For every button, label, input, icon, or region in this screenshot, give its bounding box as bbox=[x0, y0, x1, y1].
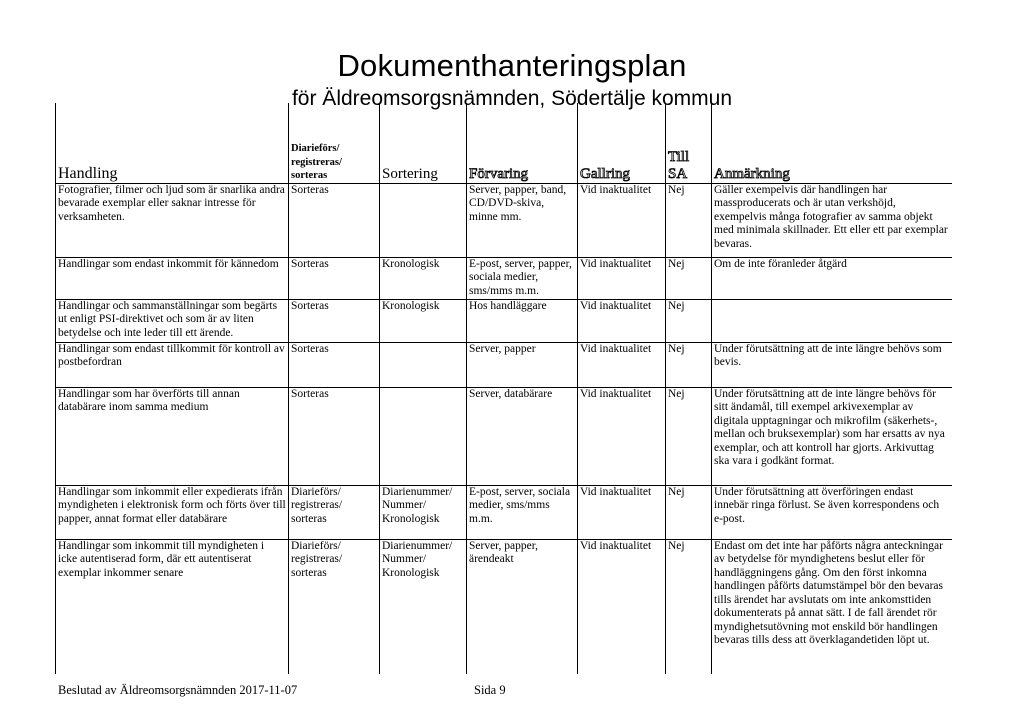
cell-sortering: Diarienummer/ Nummer/ Kronologisk bbox=[380, 539, 467, 674]
header-sortering: Sortering bbox=[380, 103, 467, 183]
cell-handling: Handlingar som inkommit till myndigheten i icke autentiserad form, där ett autentiserat exemplar inkommer senare bbox=[56, 539, 289, 674]
cell-anmarkning bbox=[712, 299, 952, 342]
header-till-sa: Till SA bbox=[666, 103, 712, 183]
cell-anmarkning: Under förutsättning att överföringen endast innebär ringa förlust. Se även korrespondens och e-post. bbox=[712, 485, 952, 539]
cell-diarie: Diarieförs/ registreras/ sorteras bbox=[289, 485, 380, 539]
table-row bbox=[56, 183, 952, 257]
cell-sortering: Kronologisk bbox=[380, 257, 467, 299]
cell-diarie: Sorteras bbox=[289, 342, 380, 387]
page-number: Sida 9 bbox=[474, 683, 506, 697]
cell-sortering: Kronologisk bbox=[380, 299, 467, 342]
cell-diarie: Diarieförs/ registreras/ sorteras bbox=[289, 539, 380, 674]
document-plan-table bbox=[55, 103, 952, 674]
header-handling: Handling bbox=[56, 103, 289, 183]
cell-diarie: Sorteras bbox=[289, 387, 380, 485]
cell-forvaring: Hos handläggare bbox=[467, 299, 578, 342]
cell-forvaring: Server, databärare bbox=[467, 387, 578, 485]
cell-gallring: Vid inaktualitet bbox=[578, 257, 666, 299]
cell-diarie: Sorteras bbox=[289, 299, 380, 342]
header-anmarkning: Anmärkning bbox=[712, 103, 952, 183]
cell-handling: Handlingar som endast inkommit för kännedom bbox=[56, 257, 289, 299]
cell-till-sa: Nej bbox=[666, 257, 712, 299]
page-title: Dokumenthanteringsplan bbox=[337, 48, 687, 83]
table-row bbox=[56, 299, 952, 342]
cell-diarie: Sorteras bbox=[289, 257, 380, 299]
table-row bbox=[56, 387, 952, 485]
table-row bbox=[56, 485, 952, 539]
cell-gallring: Vid inaktualitet bbox=[578, 183, 666, 257]
header-row bbox=[56, 103, 952, 183]
cell-forvaring: E-post, server, papper, sociala medier, sms/mms m.m. bbox=[467, 257, 578, 299]
cell-handling: Handlingar som endast tillkommit för kontroll av postbefordran bbox=[56, 342, 289, 387]
cell-till-sa: Nej bbox=[666, 299, 712, 342]
cell-gallring: Vid inaktualitet bbox=[578, 342, 666, 387]
cell-forvaring: E-post, server, sociala medier, sms/mms m.m. bbox=[467, 485, 578, 539]
cell-sortering bbox=[380, 342, 467, 387]
cell-forvaring: Server, papper bbox=[467, 342, 578, 387]
table-row bbox=[56, 342, 952, 387]
cell-till-sa: Nej bbox=[666, 183, 712, 257]
cell-anmarkning: Om de inte föranleder åtgärd bbox=[712, 257, 952, 299]
header-diarie: Diarieförs/ registreras/ sorteras bbox=[289, 103, 380, 183]
header-gallring: Gallring bbox=[578, 103, 666, 183]
cell-sortering bbox=[380, 387, 467, 485]
cell-sortering bbox=[380, 183, 467, 257]
cell-till-sa: Nej bbox=[666, 485, 712, 539]
cell-anmarkning: Under förutsättning att de inte längre behövs som bevis. bbox=[712, 342, 952, 387]
cell-handling: Handlingar som har överförts till annan databärare inom samma medium bbox=[56, 387, 289, 485]
header-forvaring: Förvaring bbox=[467, 103, 578, 183]
page-subtitle: för Äldreomsorgsnämnden, Södertälje kommun bbox=[291, 87, 733, 110]
cell-anmarkning: Endast om det inte har påförts några anteckningar av betydelse för myndighetens beslut eller för handläggningens gång. Om den först inkomna handlingen påförts datumstämpel bör den bevaras tills ärendet har avslutats om inte ankomsttiden dokumenterats på annat sätt. I de fall ärendet rör myndighetsutövning mot enskild bör handlingen bevaras tills dess att överklagandetiden löpt ut. bbox=[712, 539, 952, 674]
table-row bbox=[56, 257, 952, 299]
cell-anmarkning: Under förutsättning att de inte längre behövs för sitt ändamål, till exempel arkivexemplar av digitala upptagningar och mikrofilm (säkerhets-, mellan och bruksexemplar) som har ersatts av nya exemplar, och att kontroll har gjorts. Arkivuttag ska vara i godkänt format. bbox=[712, 387, 952, 485]
cell-gallring: Vid inaktualitet bbox=[578, 485, 666, 539]
cell-gallring: Vid inaktualitet bbox=[578, 539, 666, 674]
cell-till-sa: Nej bbox=[666, 342, 712, 387]
cell-till-sa: Nej bbox=[666, 387, 712, 485]
cell-gallring: Vid inaktualitet bbox=[578, 387, 666, 485]
cell-diarie: Sorteras bbox=[289, 183, 380, 257]
cell-handling: Fotografier, filmer och ljud som är snarlika andra bevarade exemplar eller saknar intresse för verksamheten. bbox=[56, 183, 289, 257]
cell-forvaring: Server, papper, band, CD/DVD-skiva, minne mm. bbox=[467, 183, 578, 257]
cell-gallring: Vid inaktualitet bbox=[578, 299, 666, 342]
cell-handling: Handlingar som inkommit eller expedierats ifrån myndigheten i elektronisk form och förts över till papper, annat format eller databärare bbox=[56, 485, 289, 539]
cell-forvaring: Server, papper, ärendeakt bbox=[467, 539, 578, 674]
cell-handling: Handlingar och sammanställningar som begärts ut enligt PSI-direktivet och som är av liten betydelse och inte leder till ett ärende. bbox=[56, 299, 289, 342]
cell-sortering: Diarienummer/ Nummer/ Kronologisk bbox=[380, 485, 467, 539]
cell-till-sa: Nej bbox=[666, 539, 712, 674]
table-row bbox=[56, 539, 952, 674]
footer-decision-note: Beslutad av Äldreomsorgsnämnden 2017-11-07 bbox=[58, 683, 298, 697]
cell-anmarkning: Gäller exempelvis där handlingen har massproducerats och är utan verkshöjd, exempelvis många fotografier av samma objekt med minimala skillnader. Ett eller ett par exemplar bevaras. bbox=[712, 183, 952, 257]
